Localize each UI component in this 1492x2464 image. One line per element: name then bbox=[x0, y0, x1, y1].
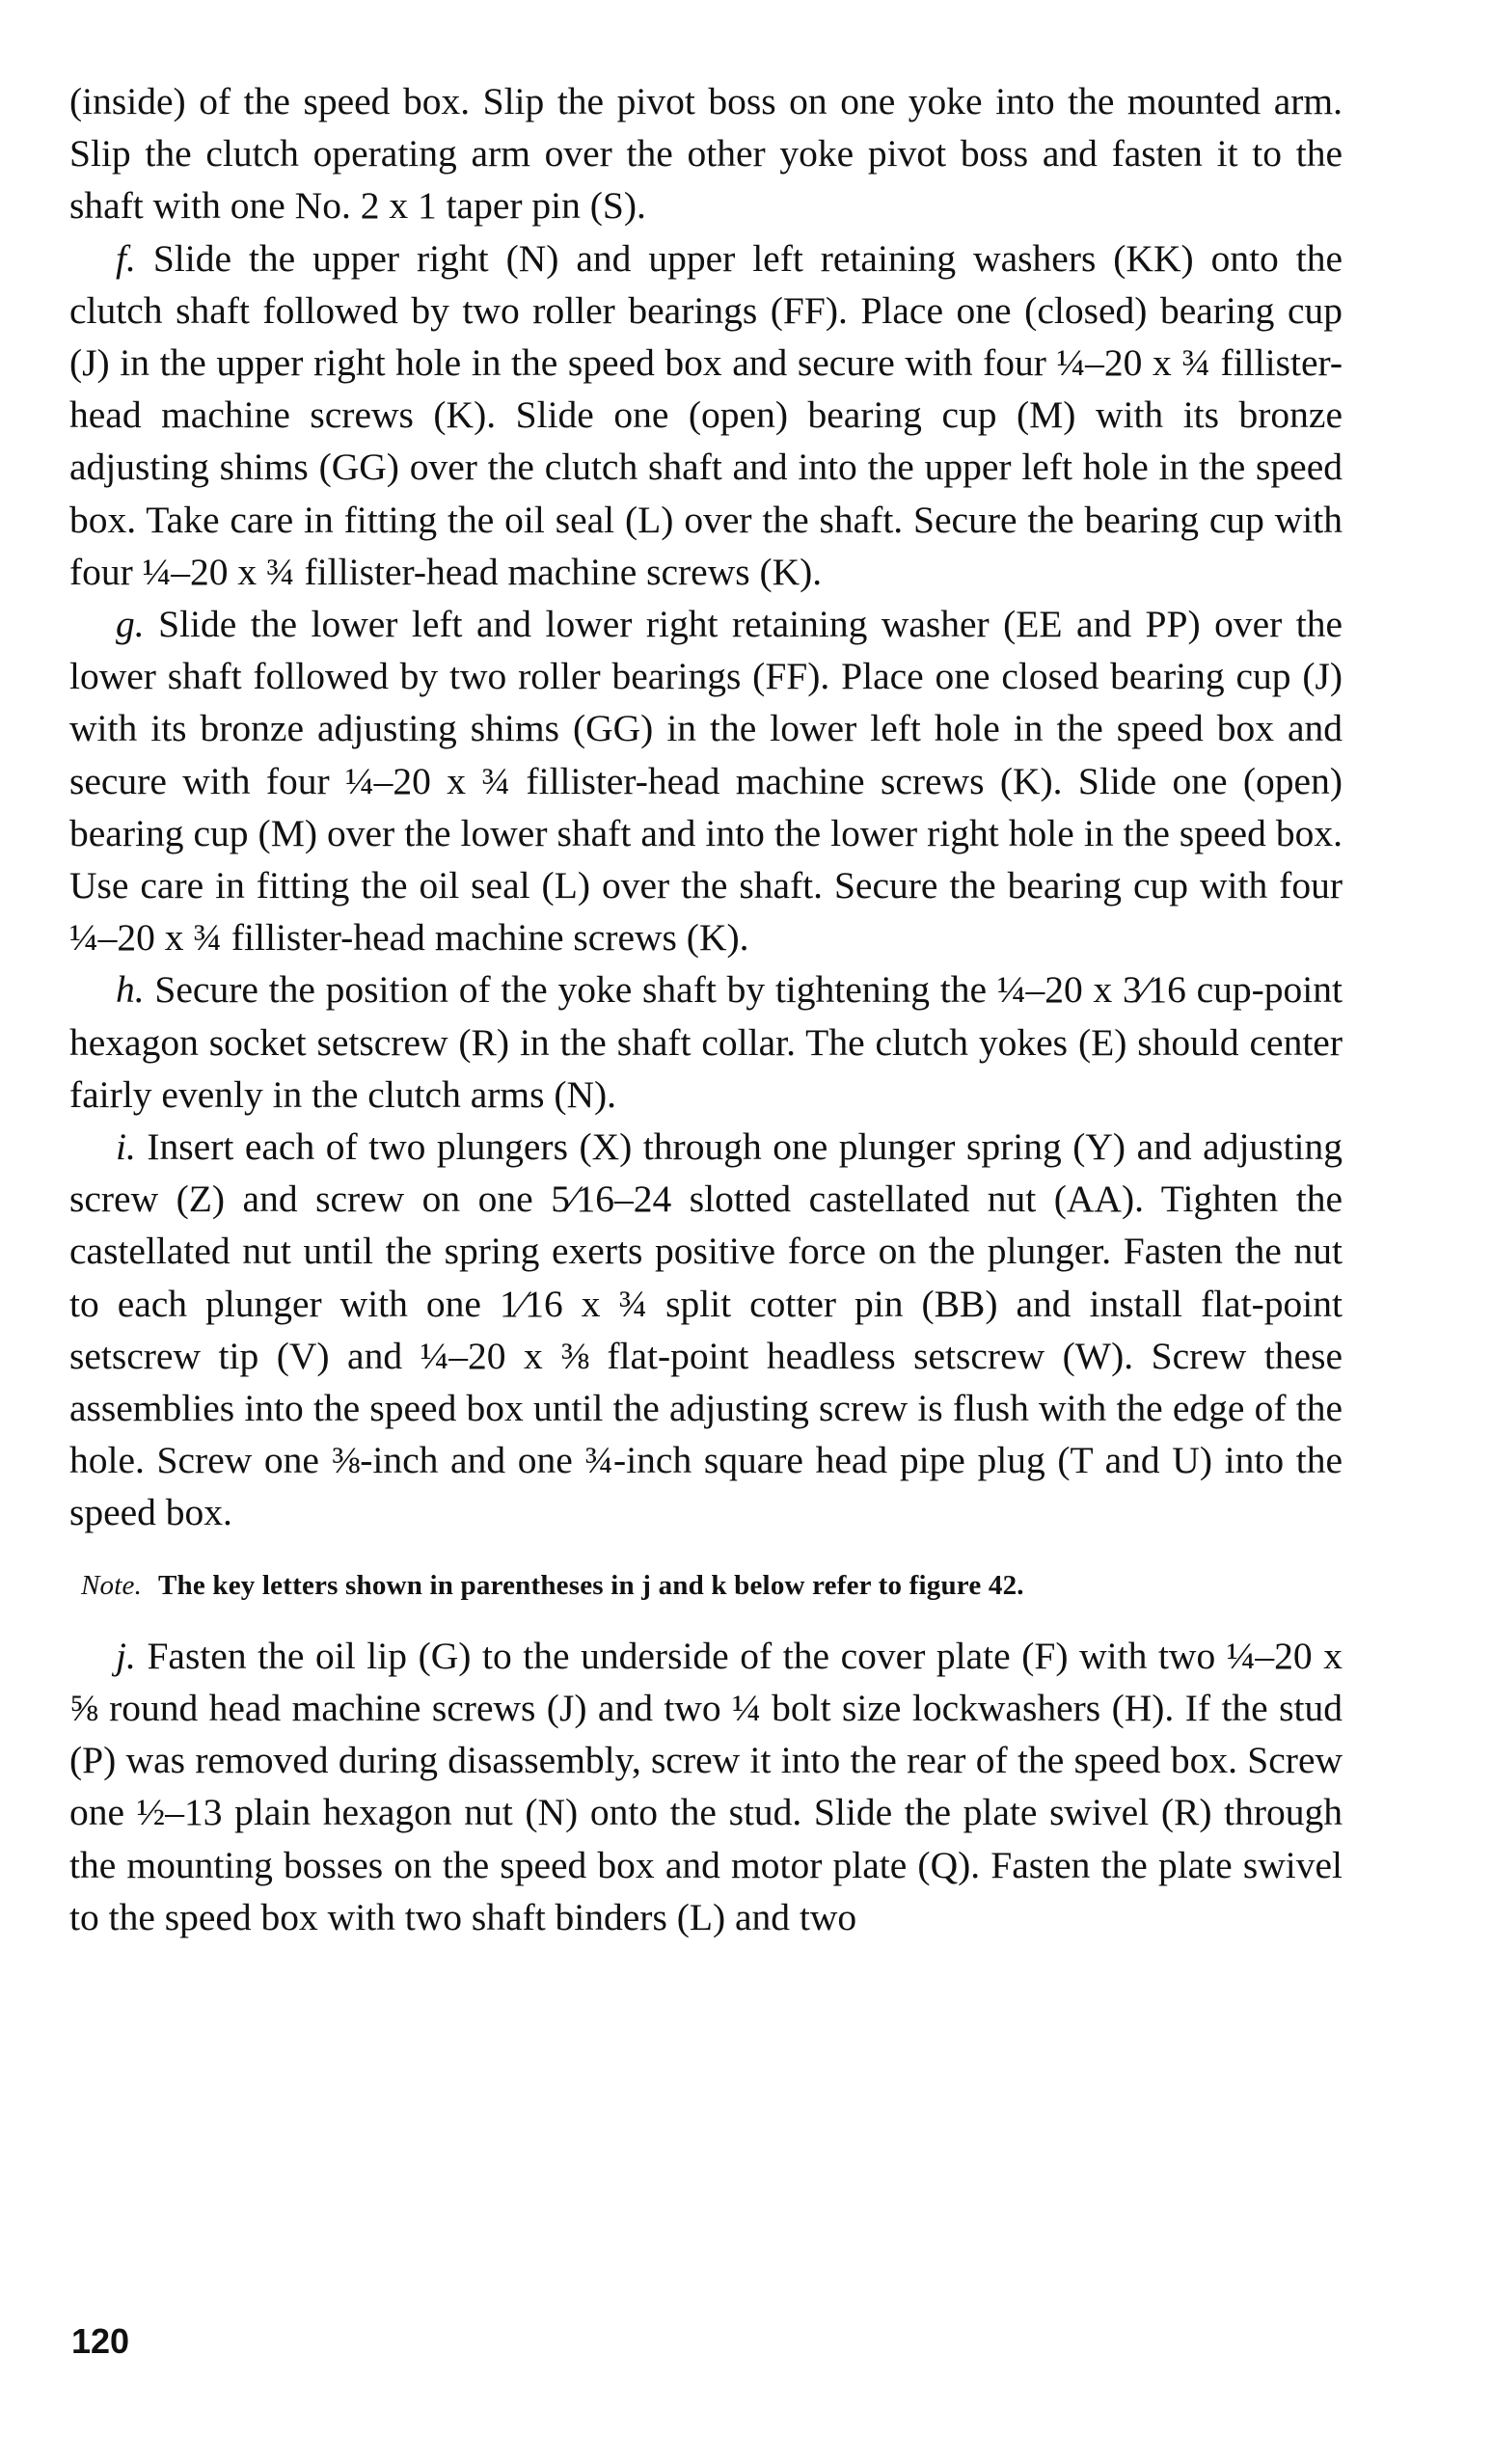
page-body bbox=[69, 75, 1343, 1943]
note bbox=[69, 1566, 1343, 1605]
paragraph-i bbox=[69, 1121, 1343, 1539]
paragraph-label: f. bbox=[116, 236, 136, 280]
note-label: Note. bbox=[81, 1569, 143, 1601]
paragraph-text: (inside) of the speed box. Slip the pivot boss on one yoke into the mounted arm. Slip the clutch operating arm over the other yoke pivot boss and fasten it to the shaft with one No. 2 x 1 taper pin (S). bbox=[69, 80, 1343, 228]
paragraph-g bbox=[69, 598, 1343, 963]
paragraph-text: Insert each of two plungers (X) through one plunger spring (Y) and adjusting screw (Z) and screw on one 5⁄16–24 slotted castellated nut (AA). Tighten the castellated nut until the spring exerts positive force on the plunger. Fasten the nut to each plunger with one 1⁄16 x ¾ split cotter pin (BB) and install flat-point setscrew tip (V) and ¼–20 x ⅜ flat-point headless setscrew (W). Screw these assemblies into the speed box until the adjusting screw is flush with the edge of the hole. Screw one ⅜-inch and one ¾-inch square head pipe plug (T and U) into the speed box. bbox=[69, 1125, 1343, 1534]
paragraph-label: g. bbox=[116, 603, 145, 646]
paragraph-label: h. bbox=[116, 968, 145, 1012]
paragraph-text: Slide the lower left and lower right retaining washer (EE and PP) over the lower shaft followed by two roller bearings (FF). Place one closed bearing cup (J) with its bronze adjusting shims (GG) in the lower left hole in the speed box and secure with four ¼–20 x ¾ fillister-head machine screws (K). Slide one (open) bearing cup (M) over the lower shaft and into the lower right hole in the speed box. Use care in fitting the oil seal (L) over the shaft. Secure the bearing cup with four ¼–20 x ¾ fillister-head machine screws (K). bbox=[69, 603, 1343, 960]
paragraph-text: Fasten the oil lip (G) to the underside of the cover plate (F) with two ¼–20 x ⅝ round head machine screws (J) and two ¼ bolt size lockwashers (H). If the stud (P) was removed during disassembly, screw it into the rear of the speed box. Screw one ½–13 plain hexagon nut (N) onto the stud. Slide the plate swivel (R) through the mounting bosses on the speed box and motor plate (Q). Fasten the plate swivel to the speed box with two shaft binders (L) and two bbox=[69, 1634, 1343, 1938]
page-number: 120 bbox=[71, 2321, 130, 2361]
paragraph-j bbox=[69, 1630, 1343, 1943]
paragraph-text: Slide the upper right (N) and upper left retaining washers (KK) onto the clutch shaft followed by two roller bearings (FF). Place one (closed) bearing cup (J) in the upper right hole in the speed box and secure with four ¼–20 x ¾ fillister-head machine screws (K). Slide one (open) bearing cup (M) with its bronze adjusting shims (GG) over the clutch shaft and into the upper left hole in the speed box. Take care in fitting the oil seal (L) over the shaft. Secure the bearing cup with four ¼–20 x ¾ fillister-head machine screws (K). bbox=[69, 236, 1343, 593]
paragraph-f bbox=[69, 232, 1343, 598]
paragraph-label: j. bbox=[116, 1634, 136, 1677]
paragraph-label: i. bbox=[116, 1125, 136, 1169]
paragraph-text: Secure the position of the yoke shaft by tightening the ¼–20 x 3⁄16 cup-point hexagon socket setscrew (R) in the shaft collar. The clutch yokes (E) should center fairly evenly in the clutch arms (N). bbox=[69, 968, 1343, 1116]
paragraph-h bbox=[69, 963, 1343, 1121]
note-text: The key letters shown in parentheses in j and k below refer to figure 42. bbox=[157, 1569, 1024, 1601]
paragraph-continuation bbox=[69, 75, 1343, 232]
